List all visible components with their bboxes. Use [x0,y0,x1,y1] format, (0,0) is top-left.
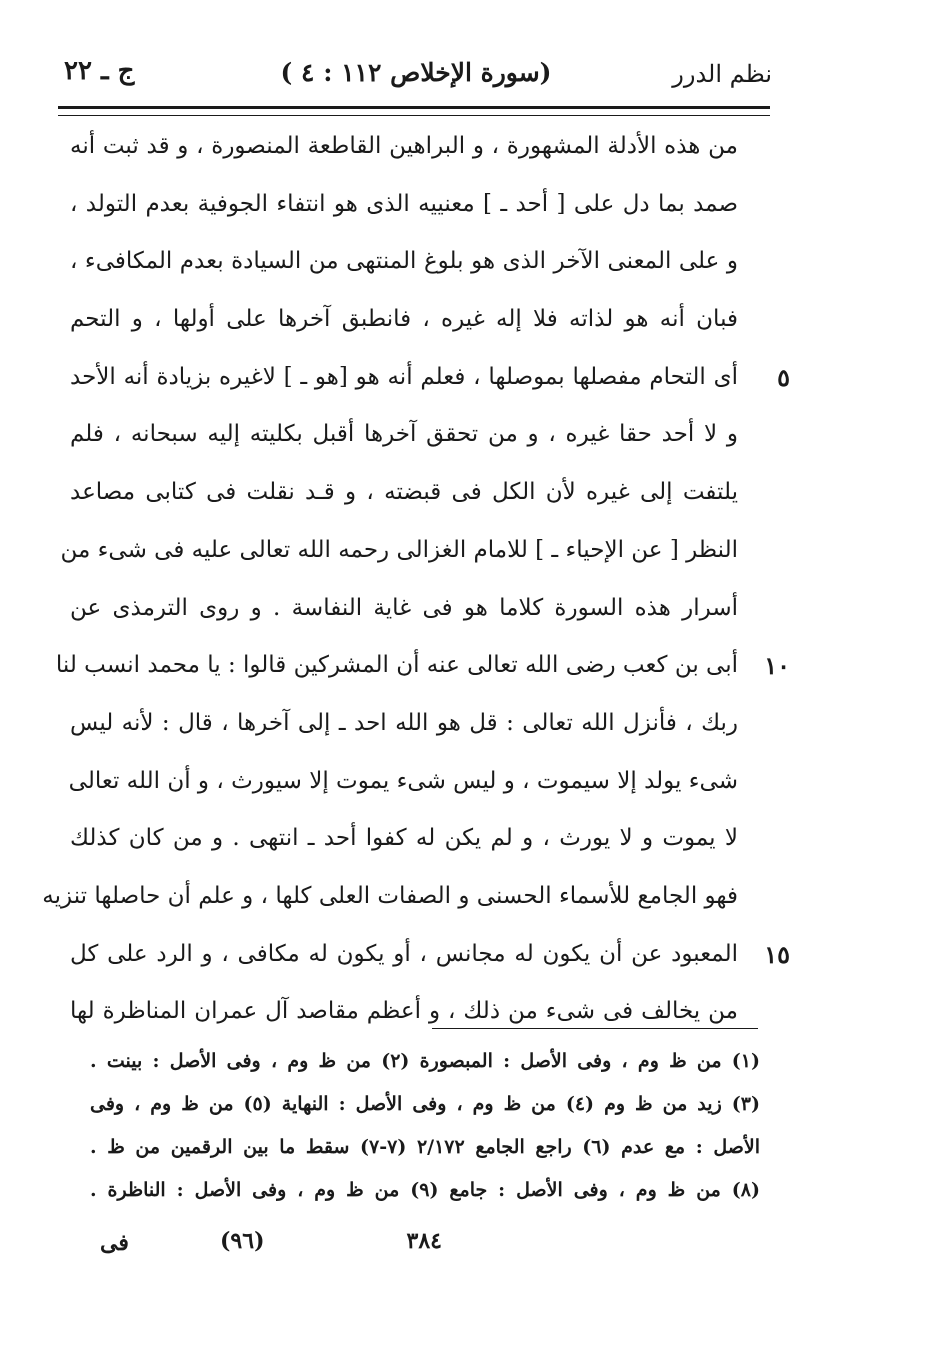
text-line [70,983,738,1041]
line-text: شىء يولد إلا سيموت ، و ليس شىء يموت إلا سيورث ، و أن الله تعالى [68,767,738,794]
text-line [70,349,790,407]
line-number: ٥ [777,362,790,392]
text-line [70,753,738,811]
text-line [70,695,738,753]
line-number: ١٠ [764,651,790,681]
text-line [70,233,738,291]
line-text: فبان أنه هو لذاته فلا إله غيره ، فانطبق آخرها على أولها ، و التحم [70,306,738,333]
footnote-line: الأصل : مع عدم (٦) راجع الجامع ٢/١٧٢ (٧-٧) سقط ما بين الرقمين من ظ . [90,1136,761,1158]
line-text: أبى بن كعب رضى الله تعالى عنه أن المشركين قالوا : يا محمد انسب لنا [55,652,738,679]
surah-reference: (سورة الإخلاص ١١٢ : ٤ ) [280,58,552,87]
line-text: لا يموت و لا يورث ، و لم يكن له كفوا أحد ـ انتهى . و من كان كذلك [70,825,738,852]
text-line [70,810,738,868]
page-footer [100,1228,760,1268]
text-line [70,406,738,464]
line-text: من يخالف فى شىء من ذلك ، و أعظم مقاصد آل عمران المناظرة لها [70,998,738,1025]
line-text: و لا أحد حقا غيره ، و من تحقق آخرها أقبل بكليته إليه سبحانه ، فلم [70,421,738,448]
text-line [60,522,738,580]
line-text: المعبود عن أن يكون له مجانس ، أو يكون له مكافى ، و الرد على كل [70,940,738,967]
volume-number: ج ـ ٢٢ [64,56,135,86]
catchword: فى [100,1230,129,1256]
line-text: أسرار هذه السورة كلاما هو فى غاية النفاسة . و روى الترمذى عن [70,594,738,621]
header-rule [58,106,770,116]
line-text: النظر [ عن الإحياء ـ ] للامام الغزالى رحمه الله تعالى عليه فى شىء من [60,536,738,563]
line-text: فهو الجامع للأسماء الحسنى و الصفات العلى كلها ، و علم أن حاصلها تنزيه [42,882,738,909]
footnote-line: (٣) زيد من ظ وم (٤) من ظ وم ، وفى الأصل : النهاية (٥) من ظ وم ، وفى [90,1093,760,1115]
text-line [70,580,738,638]
footnote-rule [432,1028,758,1029]
line-text: ربك ، فأنزل الله تعالى : قل هو الله احد ـ إلى آخرها ، قال : لأنه ليس [70,709,738,736]
line-text: صمد بما دل على [ أحد ـ ] معنييه الذى هو انتفاء الجوفية بعدم التولد ، [70,190,738,217]
page-header [60,52,772,102]
line-number: ١٥ [764,939,790,969]
text-line [70,176,738,234]
signature-number: ٣٨٤ [406,1228,442,1254]
text-line [42,868,738,926]
folio-number: (٩٦) [220,1228,265,1254]
text-line [55,637,790,695]
text-line [70,291,738,349]
line-text: أى التحام مفصلها بموصلها ، فعلم أنه هو [هو ـ ] لاغيره بزيادة أنه الأحد [70,363,738,390]
running-title: نظم الدرر [672,60,772,88]
main-text [42,118,790,1041]
line-text: من هذه الأدلة المشهورة ، و البراهين القاطعة المنصورة ، و قد ثبت أنه [70,133,738,159]
text-line [70,926,790,984]
text-line [70,464,738,522]
text-line [70,118,738,176]
line-text: و على المعنى الآخر الذى هو بلوغ المنتهى من السيادة بعدم المكافىء ، [70,248,738,275]
footnote-line: (١) من ظ وم ، وفى الأصل : المبصورة (٢) من ظ وم ، وفى الأصل : بينت . [90,1050,761,1072]
footnote-line: (٨) من ظ وم ، وفى الأصل : جامع (٩) من ظ وم ، وفى الأصل : الناظرة . [90,1179,760,1201]
line-text: يلتفت إلى غيره لأن الكل فى قبضته ، و قـد نقلت فى كتابى مصاعد [70,479,738,506]
footnotes [90,1040,760,1212]
